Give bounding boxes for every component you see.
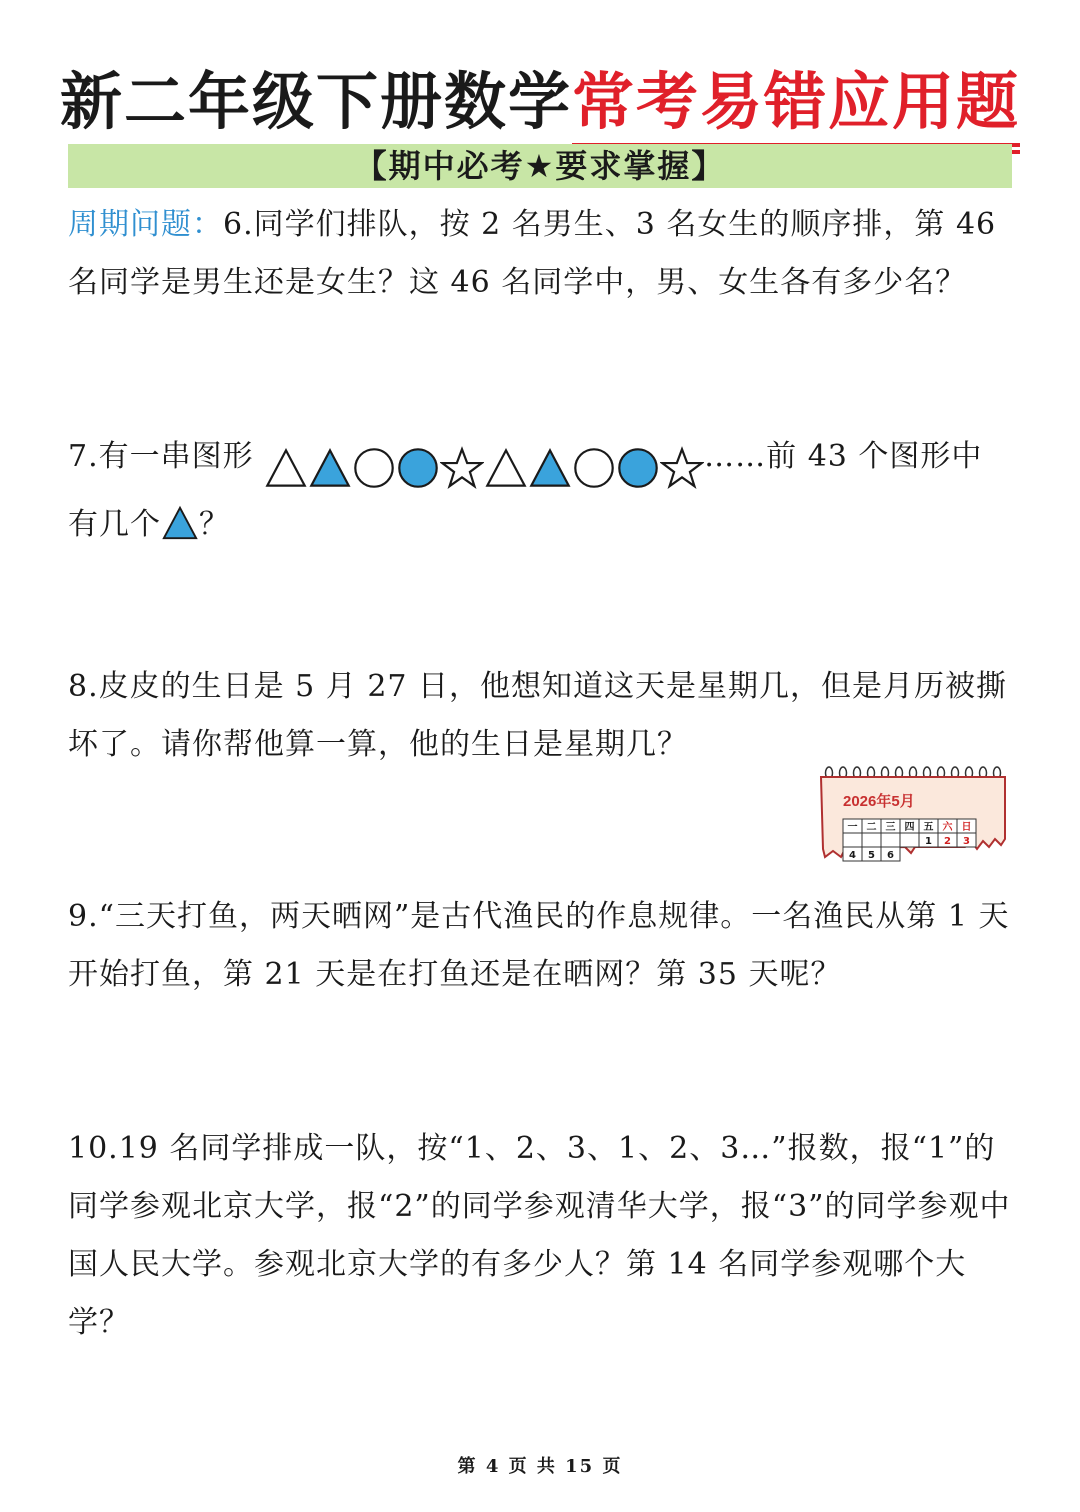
circle-filled-icon <box>616 446 660 490</box>
calendar-weekday-label: 三 <box>885 822 896 833</box>
question-7-middle: ……前 43 个图形中有几个 <box>68 439 983 542</box>
calendar-day-label: 4 <box>849 850 856 861</box>
question-8-text: 8.皮皮的生日是 5 月 27 日，他想知道这天是星期几，但是月历被撕坏了。请你帮他算一算，他的生日是星期几？ <box>68 669 1008 762</box>
circle-filled-icon <box>396 446 440 490</box>
topic-label: 周期问题： <box>68 207 223 242</box>
title-highlight-text: 常考易错应用题 <box>572 65 1021 138</box>
calendar-day-label: 3 <box>963 836 970 847</box>
circle-outline-icon <box>572 446 616 490</box>
calendar-day-label: 5 <box>868 850 875 861</box>
question-10-text: 10.19 名同学排成一队，按“1、2、3、1、2、3…”报数，报“1”的同学参观北京大学，报“2”的同学参观清华大学，报“3”的同学参观中国人民大学。参观北京大学的有多少人？第 14 名同学参观哪个大学？ <box>68 1131 1011 1340</box>
star-outline-icon <box>660 446 704 490</box>
question-7-prefix: 7.有一串图形 <box>68 439 254 474</box>
calendar-grid <box>843 819 976 861</box>
question-8 <box>68 658 1013 774</box>
shape-sequence <box>264 438 704 496</box>
calendar-weekday-label: 六 <box>942 822 953 833</box>
question-9-text: 9.“三天打鱼，两天晒网”是古代渔民的作息规律。一名渔民从第 1 天开始打鱼，第 21 天是在打鱼还是在晒网？第 35 天呢？ <box>68 899 1010 992</box>
question-6 <box>68 196 1013 312</box>
calendar-day-cell <box>900 833 919 847</box>
triangle-outline-icon <box>264 446 308 490</box>
title-main: 新二年级下册数学 <box>59 65 572 138</box>
blue-triangle-icon <box>161 504 199 562</box>
page-title <box>0 52 1080 141</box>
torn-calendar <box>815 763 1010 863</box>
triangle-filled-icon <box>161 504 199 542</box>
calendar-day-label: 1 <box>925 836 932 847</box>
calendar-weekday-label: 五 <box>923 822 934 833</box>
question-6-text: 6.同学们排队，按 2 名男生、3 名女生的顺序排，第 46 名同学是男生还是女生？这 46 名同学中，男、女生各有多少名？ <box>68 207 997 300</box>
triangle-filled-icon <box>308 446 352 490</box>
question-7-suffix: ？ <box>199 507 230 542</box>
calendar-day-label: 6 <box>887 850 894 861</box>
calendar-day-cell <box>881 833 900 847</box>
triangle-filled-icon <box>528 446 572 490</box>
star-outline-icon <box>440 446 484 490</box>
question-10 <box>68 1120 1013 1352</box>
question-9 <box>68 888 1013 1004</box>
calendar-weekday-label: 一 <box>847 822 858 833</box>
calendar-weekday-label: 日 <box>961 822 972 833</box>
calendar-day-label: 2 <box>944 836 951 847</box>
circle-outline-icon <box>352 446 396 490</box>
question-7 <box>68 428 1013 562</box>
calendar-weekday-label: 二 <box>866 822 877 833</box>
page-footer: 第 4 页 共 15 页 <box>457 1456 623 1477</box>
calendar-weekday-label: 四 <box>904 822 915 833</box>
section-banner: 【期中必考★要求掌握】 <box>68 144 1012 188</box>
calendar-day-cell <box>843 833 862 847</box>
calendar-title: 2026年5月 <box>843 793 915 810</box>
title-highlight <box>572 52 1020 141</box>
calendar-day-cell <box>862 833 881 847</box>
triangle-outline-icon <box>484 446 528 490</box>
